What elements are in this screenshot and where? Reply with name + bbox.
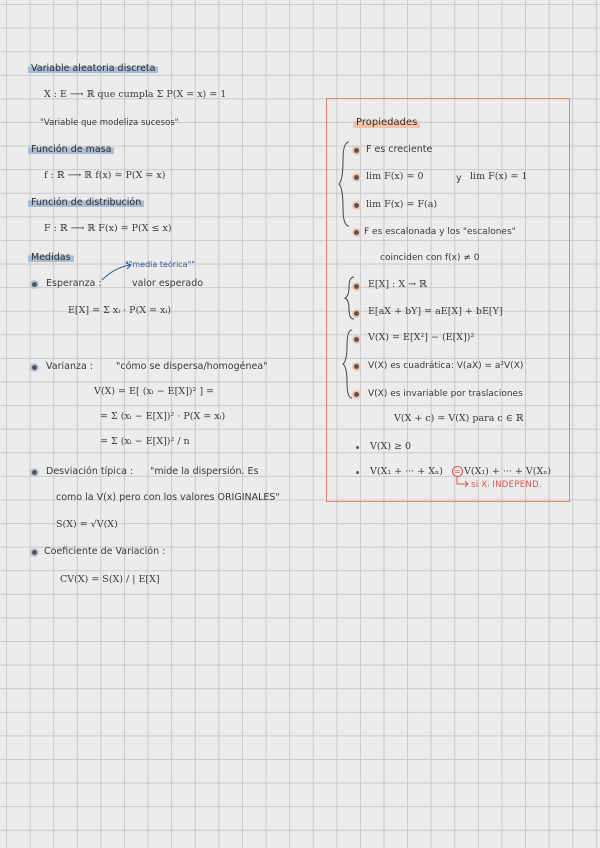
property-limit-and: y [456,173,462,184]
varianza-property-1: V(X) = E[X²] − (E[X])² [368,332,475,343]
heading-measures: Medidas [28,252,74,263]
property-limit-left: lim F(x) = 0 [366,171,424,182]
desviacion-description-2: como la V(x) pero con los valores ORIGINALES" [56,492,280,503]
random-variable-definition: X : Ε ⟶ ℝ que cumpla Σ P(X = x) = 1 [44,89,227,100]
property-right-continuous: lim F(x) = F(a) [366,199,438,210]
media-teorica-note: ""media teórica"" [125,260,195,269]
bullet-desviacion [32,470,37,475]
varianza-formula-line-2: = Σ (xᵢ − E[X])² · P(X = xᵢ) [100,411,226,422]
bullet-prop-2 [354,175,359,180]
varianza-property-invariant-2: V(X + c) = V(X) para c ∈ ℝ [394,413,524,424]
property-step-function: F es escalonada y los "escalones" [364,227,516,237]
varianza-property-quadratic: V(X) es cuadrática: V(aX) = a²V(X) [368,361,524,371]
bullet-prop-1 [354,148,359,153]
bullet-varianza [32,365,37,370]
bullet-esp-2 [354,311,359,316]
bullet-var-5 [356,471,359,474]
properties-box [326,98,570,502]
property-step-function-2: coinciden con f(x) ≠ 0 [380,253,480,263]
equals-circle-icon: = [452,466,463,477]
bullet-prop-4 [354,230,359,235]
varianza-sum-left: V(X₁ + ··· + Xₙ) [370,466,443,477]
bullet-esperanza [32,282,37,287]
random-variable-note: "Variable que modeliza sucesos" [40,118,179,128]
coeficiente-formula: CV(X) = S(X) / | E[X] [60,574,160,585]
bullet-coeficiente [32,550,37,555]
distribution-function-formula: F : ℝ ⟶ ℝ F(x) = P(X ≤ x) [44,223,172,234]
bullet-var-2 [354,364,359,369]
bullet-var-3 [354,392,359,397]
heading-distribution-function: Función de distribución [28,197,144,208]
varianza-description: "cómo se dispersa/homogénea" [116,361,268,372]
heading-properties: Propiedades [353,117,420,129]
varianza-property-nonnegative: V(X) ≥ 0 [370,441,412,452]
varianza-formula-line-1: V(X) = E[ (xᵢ − E[X])² ] = [94,386,215,397]
esperanza-property-linearity: E[aX + bY] = aE[X] + bE[Y] [368,306,503,317]
bullet-prop-3 [354,203,359,208]
esperanza-formula: E[X] = Σ xᵢ · P(X = xᵢ) [68,305,172,316]
mass-function-formula: f : ℝ ⟶ ℝ f(x) = P(X = x) [44,170,166,181]
heading-discrete-variable: Variable aleatoria discreta [28,63,158,74]
varianza-sum-right: V(X₁) + ··· + V(Xₙ) [464,466,552,477]
varianza-label: Varianza : [46,361,93,372]
desviacion-description: "mide la dispersión. Es [150,466,259,477]
property-limit-right: lim F(x) = 1 [470,171,528,182]
coeficiente-label: Coeficiente de Variación : [44,546,166,557]
varianza-property-invariant: V(X) es invariable por traslaciones [368,389,523,399]
heading-mass-function: Función de masa [28,144,114,155]
property-increasing: F es creciente [366,144,433,155]
bullet-var-4 [356,446,359,449]
desviacion-label: Desviación típica : [46,466,134,477]
esperanza-label: Esperanza : [46,278,102,289]
esperanza-property-1: E[X] : X → ℝ [368,279,428,290]
esperanza-description: valor esperado [132,278,204,289]
varianza-formula-line-3: = Σ (xᵢ − E[X])² / n [100,436,190,447]
independence-note: si Xᵢ INDEPEND. [471,480,542,490]
desviacion-formula: S(X) = √V(X) [56,519,118,530]
brace-icon [338,140,352,228]
brace-icon [342,328,354,400]
bullet-esp-1 [354,284,359,289]
bullet-var-1 [354,337,359,342]
arrow-icon [456,476,470,488]
